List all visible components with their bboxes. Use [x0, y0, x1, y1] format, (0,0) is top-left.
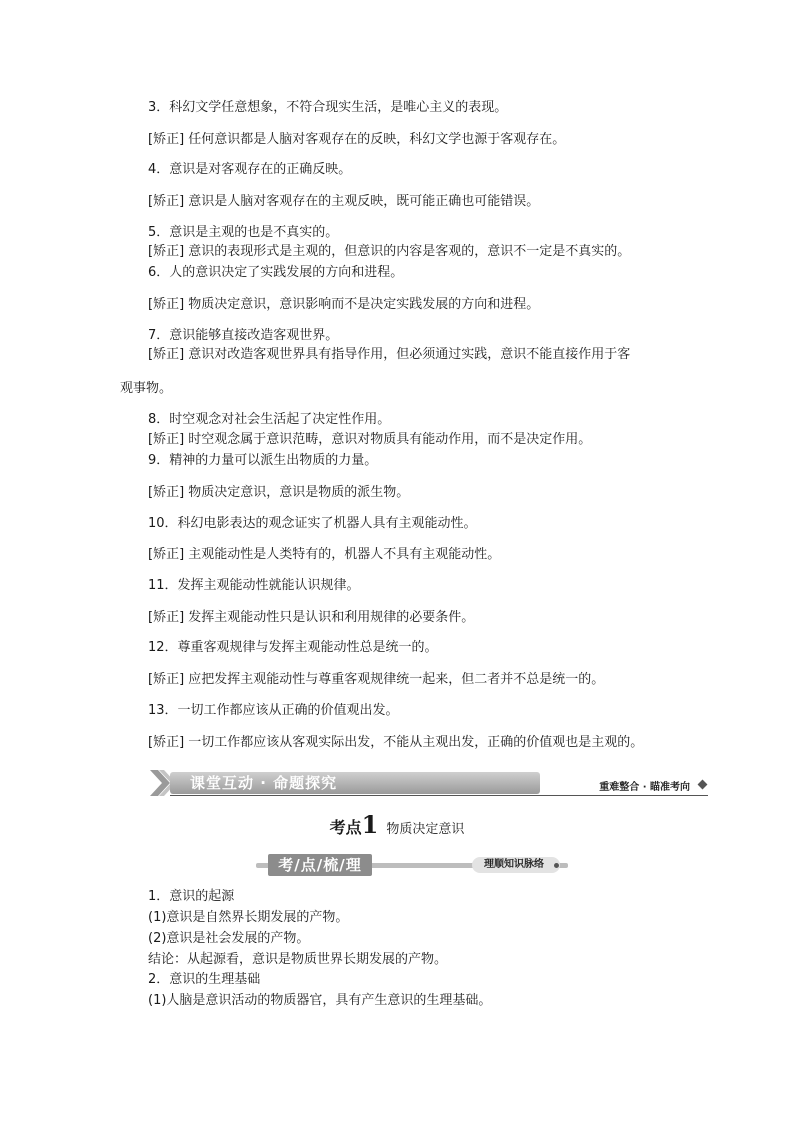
sub-banner-title: 考/点/梳/理 — [278, 856, 362, 874]
section-subtitle: 重难整合 · 瞄准考向 — [599, 782, 690, 793]
error-statement-6: 6．人的意识决定了实践发展的方向和进程。 — [148, 265, 404, 280]
error-statement-12: 12．尊重客观规律与发挥主观能动性总是统一的。 — [148, 640, 438, 655]
correction-12: [矫正] 应把发挥主观能动性与尊重客观规律统一起来，但二者并不总是统一的。 — [148, 672, 605, 687]
error-statement-5: 5．意识是主观的也是不真实的。 — [148, 225, 339, 240]
correction-7: [矫正] 意识对改造客观世界具有指导作用，但必须通过实践，意识不能直接作用于客 — [148, 347, 631, 362]
kaodian-heading — [0, 810, 794, 839]
dot-icon — [554, 863, 559, 868]
error-statement-4: 4．意识是对客观存在的正确反映。 — [148, 162, 352, 177]
content-item-1-2: (2)意识是社会发展的产物。 — [148, 931, 310, 946]
kaodian-label: 考点 — [329, 818, 362, 837]
section-title: 课堂互动 · 命题探究 — [190, 774, 338, 792]
correction-10: [矫正] 主观能动性是人类特有的，机器人不具有主观能动性。 — [148, 547, 501, 562]
correction-4: [矫正] 意识是人脑对客观存在的主观反映，既可能正确也可能错误。 — [148, 194, 540, 209]
diamond-icon — [698, 780, 708, 790]
sub-banner — [256, 854, 568, 876]
banner-rule — [170, 795, 708, 796]
content-heading-2: 2．意识的生理基础 — [148, 972, 261, 987]
correction-9: [矫正] 物质决定意识，意识是物质的派生物。 — [148, 485, 410, 500]
error-statement-3: 3．科幻文学任意想象，不符合现实生活，是唯心主义的表现。 — [148, 100, 508, 115]
section-banner — [150, 768, 708, 798]
correction-5: [矫正] 意识的表现形式是主观的，但意识的内容是客观的，意识不一定是不真实的。 — [148, 244, 631, 259]
content-item-1-1: (1)意识是自然界长期发展的产物。 — [148, 910, 349, 925]
error-statement-11: 11．发挥主观能动性就能认识规律。 — [148, 578, 360, 593]
correction-3: [矫正] 任何意识都是人脑对客观存在的反映，科幻文学也源于客观存在。 — [148, 132, 566, 147]
content-conclusion: 结论：从起源看，意识是物质世界长期发展的产物。 — [148, 952, 448, 967]
correction-6: [矫正] 物质决定意识，意识影响而不是决定实践发展的方向和进程。 — [148, 297, 540, 312]
correction-13: [矫正] 一切工作都应该从客观实际出发，不能从主观出发，正确的价值观也是主观的。 — [148, 735, 644, 750]
correction-11: [矫正] 发挥主观能动性只是认识和利用规律的必要条件。 — [148, 610, 475, 625]
sub-banner-subtitle: 理顺知识脉络 — [484, 859, 544, 870]
correction-8: [矫正] 时空观念属于意识范畴，意识对物质具有能动作用，而不是决定作用。 — [148, 432, 592, 447]
error-statement-8: 8．时空观念对社会生活起了决定性作用。 — [148, 412, 391, 427]
error-statement-7: 7．意识能够直接改造客观世界。 — [148, 328, 339, 343]
kaodian-topic: 物质决定意识 — [386, 822, 465, 837]
kaodian-number: 1 — [361, 810, 379, 839]
content-heading-1: 1．意识的起源 — [148, 889, 235, 904]
correction-7-continued: 观事物。 — [120, 381, 173, 396]
error-statement-9: 9．精神的力量可以派生出物质的力量。 — [148, 453, 378, 468]
error-statement-10: 10．科幻电影表达的观念证实了机器人具有主观能动性。 — [148, 516, 477, 531]
content-item-2-1: (1)人脑是意识活动的物质器官，具有产生意识的生理基础。 — [148, 993, 492, 1008]
error-statement-13: 13．一切工作都应该从正确的价值观出发。 — [148, 703, 399, 718]
